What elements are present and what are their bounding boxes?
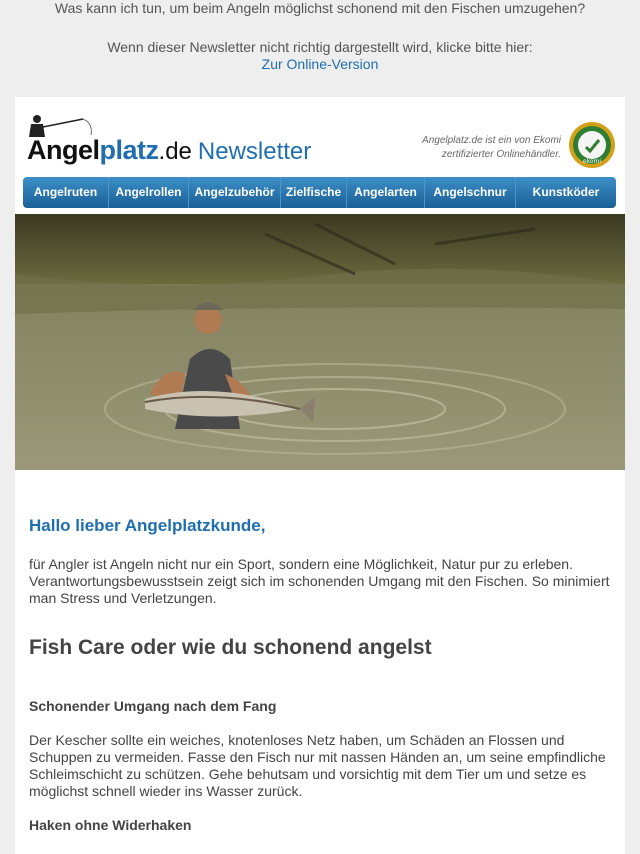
article-heading: Fish Care oder wie du schonend angelst: [29, 636, 432, 659]
nav-item-angelrollen[interactable]: Angelrollen: [109, 177, 189, 208]
online-version-link[interactable]: Zur Online-Version: [261, 56, 379, 72]
nav-item-angelruten[interactable]: Angelruten: [23, 177, 109, 208]
ekomi-line2: zertifizierter Onlinehändler.: [441, 149, 561, 160]
ekomi-seal-icon[interactable]: [568, 121, 616, 169]
angelplatz-logo[interactable]: [23, 113, 333, 169]
category-nav: [23, 177, 616, 208]
ekomi-line1: Angelplatz.de ist ein von Ekomi: [422, 135, 561, 146]
section-text-handling: Der Kescher sollte ein weiches, knotenloses Netz haben, um Schäden an Flossen und Schuppen zu vermeiden. Fasse den Fisch nur mit nassen Händen an, um seine empfindliche Schleimschicht zu schützen. Gehe behutsam und vorsichtig mit dem Tier um und setze es möglichst schnell wieder ins Wasser zurück.: [29, 732, 606, 799]
logo-domain: .de: [158, 138, 192, 165]
display-note: Wenn dieser Newsletter nicht richtig dargestellt wird, klicke bitte hier:: [107, 39, 533, 55]
section-title-barbless-hooks: Haken ohne Widerhaken: [29, 817, 192, 833]
nav-item-kunstkoeder[interactable]: Kunstköder: [532, 185, 600, 199]
nav-item-angelzubehoer[interactable]: Angelzubehör: [189, 177, 281, 208]
nav-item-angelarten[interactable]: Angelarten: [347, 177, 425, 208]
ekomi-seal-label: ekomi: [582, 158, 602, 165]
preheader-question: Was kann ich tun, um beim Angeln möglichst schonend mit den Fischen umzugehen?: [54, 0, 586, 16]
logo-part2: platz: [99, 135, 159, 165]
logo-newsletter: Newsletter: [197, 138, 312, 165]
section-title-handling: Schonender Umgang nach dem Fang: [29, 698, 277, 714]
nav-item-angelschnur[interactable]: Angelschnur: [425, 177, 516, 208]
newsletter-card: [15, 97, 625, 854]
nav-item-zielfische[interactable]: Zielfische: [281, 177, 347, 208]
intro-paragraph: für Angler ist Angeln nicht nur ein Sport, sondern eine Möglichkeit, Natur pur zu erleben. Verantwortungsbewusstsein zeigt sich im schonenden Umgang mit den Fischen. So minimiert man Stress und Verletzungen.: [29, 556, 610, 606]
logo-part1: Angel: [27, 135, 100, 165]
ekomi-note: [395, 134, 561, 162]
logo-wordmark: [27, 135, 311, 167]
greeting: Hallo lieber Angelplatzkunde,: [29, 516, 266, 535]
hero-image-angler-with-fish[interactable]: [15, 214, 625, 470]
